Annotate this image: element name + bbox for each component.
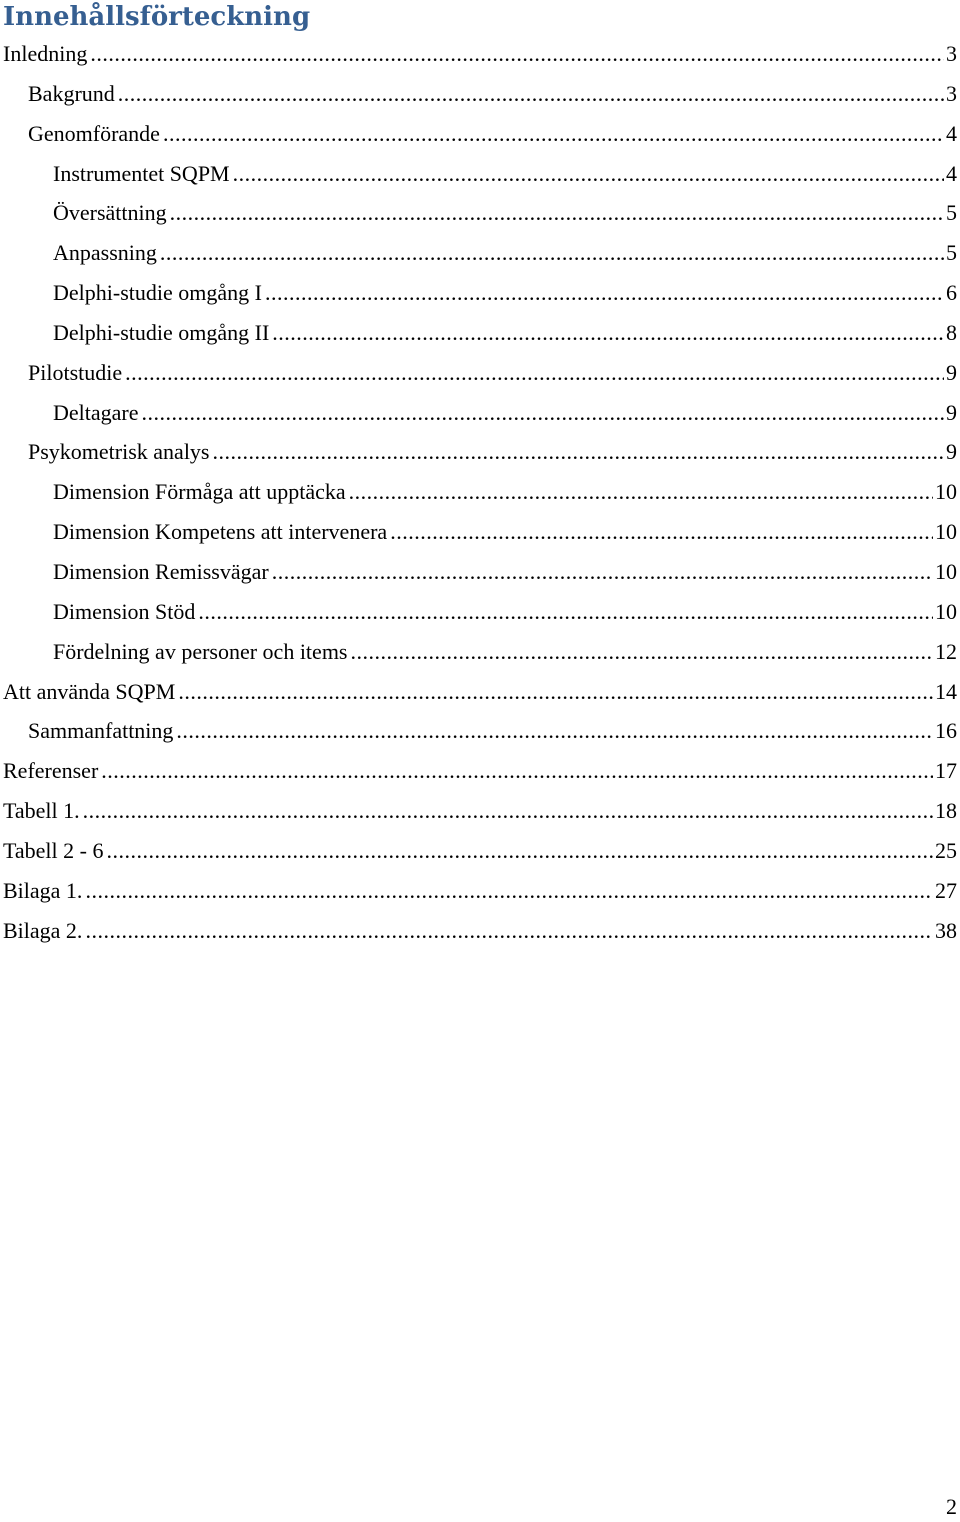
dot-leader — [163, 114, 944, 154]
dot-leader — [233, 154, 944, 194]
dot-leader — [390, 512, 933, 552]
toc-entry-pilotstudie[interactable] — [0, 353, 957, 393]
dot-leader — [85, 871, 933, 911]
toc-entry-page: 27 — [935, 877, 957, 903]
toc-entry-page: 6 — [946, 280, 957, 306]
toc-entry-sammanfattning[interactable] — [0, 711, 957, 751]
toc-entry-page: 10 — [935, 519, 957, 545]
dot-leader — [118, 74, 944, 114]
toc-entry-label: Tabell 1. — [3, 798, 80, 824]
toc-entry-label: Dimension Kompetens att intervenera — [53, 519, 388, 545]
toc-entry-label: Delphi-studie omgång II — [53, 319, 270, 345]
toc-entry-label: Instrumentet SQPM — [53, 160, 230, 186]
toc-entry-tabell-1[interactable] — [0, 791, 957, 831]
toc-entry-label: Bilaga 1. — [3, 877, 83, 903]
dot-leader — [125, 353, 944, 393]
toc-entry-delphi-omgang-2[interactable] — [0, 313, 957, 353]
toc-entry-label: Dimension Förmåga att upptäcka — [53, 479, 346, 505]
toc-list — [0, 34, 957, 950]
toc-entry-bilaga-2[interactable] — [0, 911, 957, 951]
dot-leader — [272, 313, 944, 353]
toc-entry-label: Genomförande — [28, 120, 160, 146]
dot-leader — [142, 393, 945, 433]
dot-leader — [176, 711, 933, 751]
toc-entry-delphi-omgang-1[interactable] — [0, 273, 957, 313]
toc-entry-dimension-kompetens[interactable] — [0, 512, 957, 552]
toc-entry-dimension-remissvagar[interactable] — [0, 552, 957, 592]
toc-entry-genomforande[interactable] — [0, 114, 957, 154]
toc-entry-label: Bilaga 2. — [3, 917, 83, 943]
dot-leader — [90, 34, 944, 74]
toc-entry-bakgrund[interactable] — [0, 74, 957, 114]
toc-entry-page: 10 — [935, 598, 957, 624]
toc-entry-page: 25 — [935, 837, 957, 863]
dot-leader — [213, 432, 945, 472]
dot-leader — [265, 273, 944, 313]
toc-entry-bilaga-1[interactable] — [0, 871, 957, 911]
toc-entry-label: Pilotstudie — [28, 359, 123, 385]
dot-leader — [198, 592, 933, 632]
toc-entry-oversattning[interactable] — [0, 193, 957, 233]
toc-entry-label: Delphi-studie omgång I — [53, 280, 262, 306]
dot-leader — [170, 193, 944, 233]
toc-entry-label: Dimension Remissvägar — [53, 558, 269, 584]
toc-entry-page: 9 — [946, 359, 957, 385]
toc-entry-page: 4 — [946, 120, 957, 146]
toc-entry-page: 3 — [946, 41, 957, 66]
toc-entry-page: 18 — [935, 798, 957, 824]
toc-entry-label: Översättning — [53, 200, 167, 226]
toc-entry-page: 16 — [935, 718, 957, 744]
dot-leader — [178, 672, 933, 712]
dot-leader — [85, 911, 933, 951]
toc-entry-label: Deltagare — [53, 399, 139, 425]
toc-entry-label: Inledning — [3, 41, 88, 66]
toc-entry-page: 17 — [935, 758, 957, 784]
dot-leader — [349, 472, 933, 512]
toc-entry-att-anvanda-sqpm[interactable] — [0, 672, 957, 712]
toc-entry-dimension-stod[interactable] — [0, 592, 957, 632]
dot-leader — [106, 831, 933, 871]
dot-leader — [83, 791, 933, 831]
dot-leader — [351, 632, 934, 672]
toc-entry-page: 8 — [946, 319, 957, 345]
toc-entry-page: 38 — [935, 917, 957, 943]
toc-title: Innehållsförteckning — [3, 2, 311, 32]
toc-entry-dimension-formaga[interactable] — [0, 472, 957, 512]
toc-entry-page: 5 — [946, 200, 957, 226]
toc-entry-psykometrisk-analys[interactable] — [0, 432, 957, 472]
toc-entry-label: Tabell 2 - 6 — [3, 837, 104, 863]
toc-entry-label: Anpassning — [53, 240, 157, 266]
toc-entry-label: Referenser — [3, 758, 99, 784]
toc-entry-page: 10 — [935, 558, 957, 584]
toc-entry-label: Att använda SQPM — [3, 678, 176, 704]
dot-leader — [101, 751, 933, 791]
toc-entry-label: Psykometrisk analys — [28, 439, 210, 465]
toc-entry-label: Bakgrund — [28, 80, 115, 106]
toc-entry-page: 12 — [935, 638, 957, 664]
page-number: 2 — [946, 1494, 957, 1519]
toc-entry-label: Sammanfattning — [28, 718, 174, 744]
toc-entry-tabell-2-6[interactable] — [0, 831, 957, 871]
dot-leader — [272, 552, 933, 592]
toc-entry-label: Dimension Stöd — [53, 598, 196, 624]
toc-entry-page: 4 — [946, 160, 957, 186]
toc-entry-anpassning[interactable] — [0, 233, 957, 273]
toc-entry-instrumentet-sqpm[interactable] — [0, 154, 957, 194]
toc-entry-inledning[interactable] — [0, 34, 957, 74]
toc-entry-deltagare[interactable] — [0, 393, 957, 433]
toc-entry-label: Fördelning av personer och items — [53, 638, 348, 664]
dot-leader — [160, 233, 944, 273]
toc-entry-fordelning[interactable] — [0, 632, 957, 672]
toc-entry-page: 14 — [935, 678, 957, 704]
toc-entry-referenser[interactable] — [0, 751, 957, 791]
toc-entry-page: 9 — [946, 399, 957, 425]
toc-entry-page: 3 — [946, 80, 957, 106]
toc-entry-page: 9 — [946, 439, 957, 465]
toc-entry-page: 10 — [935, 479, 957, 505]
toc-entry-page: 5 — [946, 240, 957, 266]
